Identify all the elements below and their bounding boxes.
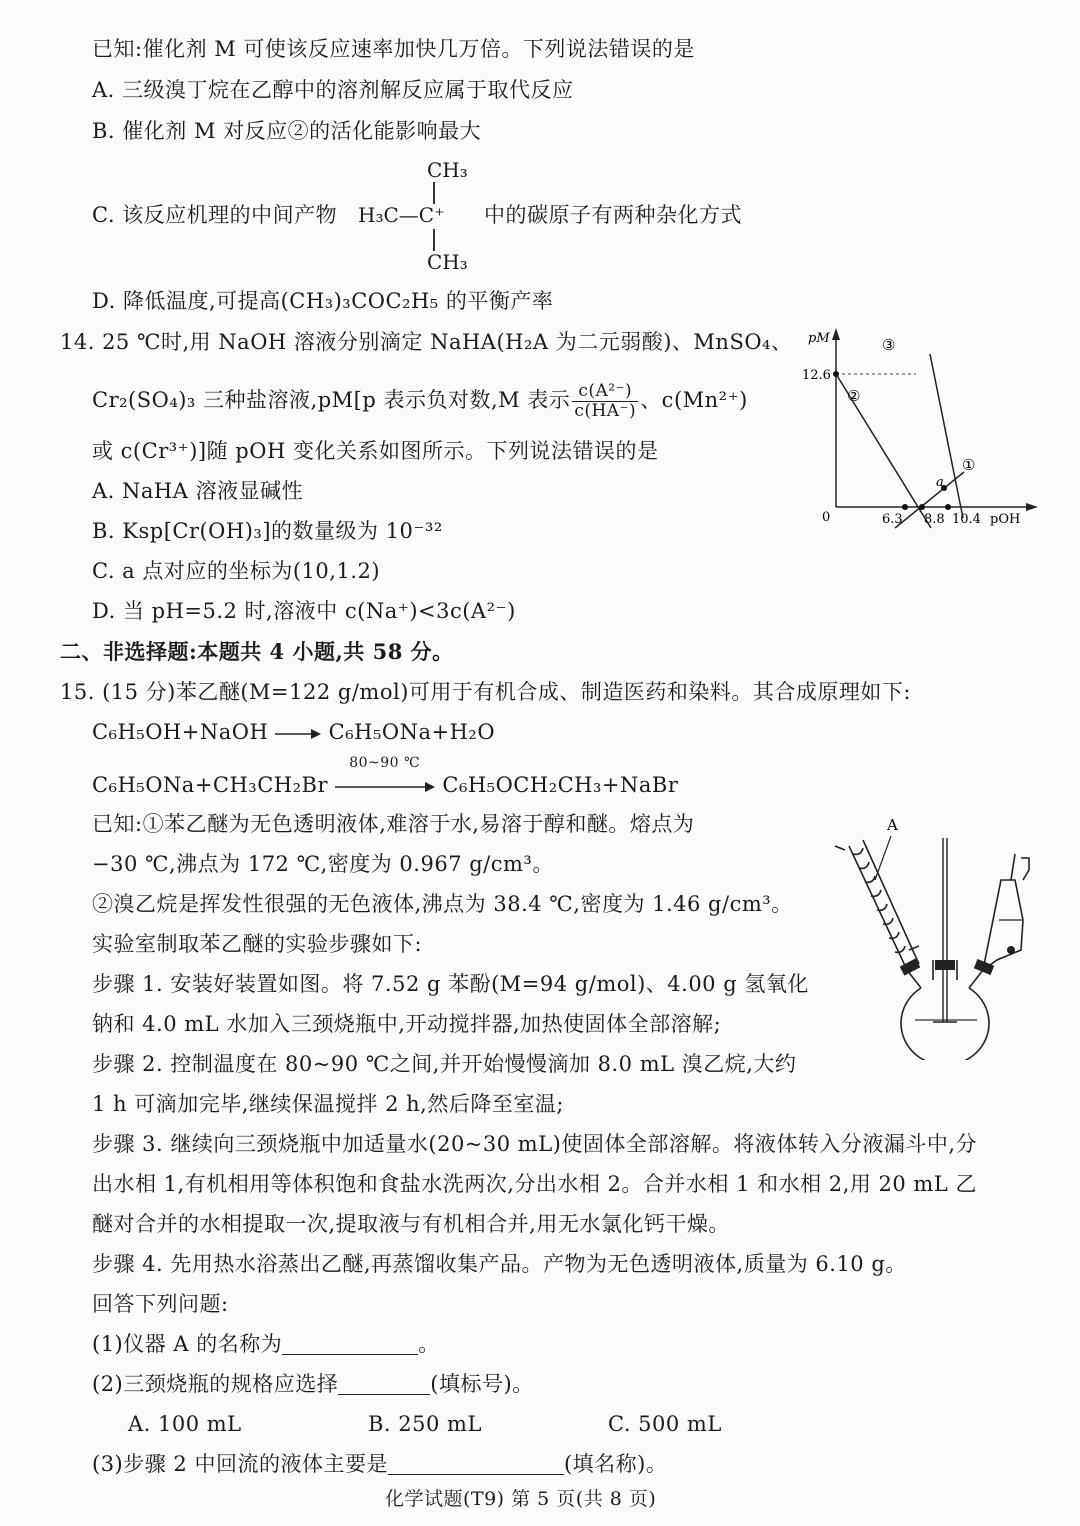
q15-sub1-end: 。 [418,1332,440,1356]
q15-sub2-end: (填标号)。 [430,1372,534,1396]
equation-1-left: C₆H₅OH+NaOH [92,720,269,744]
x-axis-arrow [1026,503,1038,511]
funnel-stem [1011,854,1015,880]
q14-stem-line1: 14. 25 ℃时,用 NaOH 溶液分别滴定 NaHA(H₂A 为二元弱酸)、MnSO₄、 [60,330,793,354]
label-curve-1: ① [962,456,976,474]
q15-sub3-end: (填名称)。 [563,1452,668,1476]
x-tick-6-3: 6.3 [882,512,903,527]
struct-bond-up [433,182,435,204]
q13-option-c-prefix: C. 该反应机理的中间产物 [92,203,338,227]
q14-line2-prefix: Cr₂(SO₄)₃ 三种盐溶液,pM[p 表示负对数,M 表示 [92,388,571,412]
y-tick-12-6: 12.6 [802,368,831,383]
q15-known-1b: −30 ℃,沸点为 172 ℃,密度为 0.967 g/cm³。 [92,852,554,876]
origin-label: 0 [822,510,831,525]
q15-step1-b: 钠和 4.0 mL 水加入三颈烧瓶中,开动搅拌器,加热使固体全部溶解; [92,1012,722,1036]
x-tick-8-8: 8.8 [924,512,945,527]
section-2-heading: 二、非选择题:本题共 4 小题,共 58 分。 [60,639,454,664]
q15-step2-b: 1 h 可滴加完毕,继续保温搅拌 2 h,然后降至室温; [92,1092,564,1116]
y-axis-label: pM [808,331,830,346]
line-3 [930,354,963,518]
q15-step3-a: 步骤 3. 继续向三颈烧瓶中加适量水(20~30 mL)使固体全部溶解。将液体转入分液漏斗中,分 [92,1132,978,1156]
point-0-12-6 [833,371,839,377]
q15-known-1a: 已知:①苯乙醚为无色透明液体,难溶于水,易溶于醇和醚。熔点为 [92,812,695,836]
fraction-denominator: c(HA⁻) [574,401,637,421]
q15-known-2: ②溴乙烷是挥发性很强的无色液体,沸点为 38.4 ℃,密度为 1.46 g/cm³。 [92,892,793,916]
right-neck [969,970,983,988]
page-footer: 化学试题(T9) 第 5 页(共 8 页) [385,1488,657,1510]
arrow-icon [335,780,435,794]
ratio-fraction [572,382,638,421]
funnel-stopcock [1007,946,1015,954]
q14-option-d: D. 当 pH=5.2 时,溶液中 c(Na⁺)<3c(A²⁻) [92,599,516,623]
condenser-coil [853,848,905,952]
q15-steps-intro: 实验室制取苯乙醚的实验步骤如下: [92,932,423,956]
point-6-3 [902,504,908,510]
q13-option-b: B. 催化剂 M 对反应②的活化能影响最大 [92,119,482,143]
x-tick-10-4: 10.4 [952,512,981,527]
apparatus-diagram [825,810,1040,1060]
label-curve-3: ③ [882,336,896,354]
q15-option-c: C. 500 mL [608,1412,722,1436]
fraction-numerator: c(A²⁻) [572,382,638,402]
condenser-inlet [835,846,845,850]
q14-option-c: C. a 点对应的坐标为(10,1.2) [92,559,381,583]
q13-option-a: A. 三级溴丁烷在乙醇中的溶剂解反应属于取代反应 [92,78,574,102]
label-point-a: a [936,475,944,490]
pressure-tube [1021,858,1029,880]
x-axis-label: pOH [990,512,1021,527]
label-curve-2: ② [847,387,861,405]
stopper-middle [935,960,955,970]
equation-1 [92,717,495,747]
q15-sub1 [92,1329,440,1359]
q15-step2-a: 步骤 2. 控制温度在 80~90 ℃之间,并开始慢慢滴加 8.0 mL 溴乙烷,大约 [92,1052,797,1076]
q15-option-a: A. 100 mL [128,1412,242,1436]
answer-blank-2[interactable] [338,1372,430,1395]
q14-option-b: B. Ksp[Cr(OH)₃]的数量级为 10⁻³² [92,519,443,543]
q15-sub3 [92,1449,667,1479]
q15-sub2-text: (2)三颈烧瓶的规格应选择 [92,1372,339,1396]
q14-line2-suffix: 、c(Mn²⁺) [640,388,748,412]
pm-poh-chart [800,320,1050,550]
q13-known: 已知:催化剂 M 可使该反应速率加快几万倍。下列说法错误的是 [92,37,695,61]
struct-bond-down [433,229,435,251]
point-10-4 [945,504,951,510]
q15-answer-intro: 回答下列问题: [92,1292,229,1316]
q14-stem-line2 [92,382,748,421]
q15-step3-c: 醚对合并的水相提取一次,提取液与有机相合并,用无水氯化钙干燥。 [92,1212,730,1236]
q15-sub3-text: (3)步骤 2 中回流的液体主要是 [92,1452,388,1476]
answer-blank-3[interactable] [388,1452,564,1475]
q15-step3-b: 出水相 1,有机相用等体积饱和食盐水洗两次,分出水相 2。合并水相 1 和水相 2,用 20 mL 乙 [92,1172,977,1196]
q13-option-d: D. 降低温度,可提高(CH₃)₃COC₂H₅ 的平衡产率 [92,289,554,313]
struct-top-ch3: CH₃ [427,158,468,182]
condenser-body [849,840,919,970]
q15-option-b: B. 250 mL [368,1412,482,1436]
equation-2 [92,754,679,800]
q15-intro: 15. (15 分)苯乙醚(M=122 g/mol)可用于有机合成、制造医药和染料。其合成原理如下: [60,680,911,704]
struct-center: H₃C—C⁺ [358,203,445,227]
q14-option-a: A. NaHA 溶液显碱性 [92,479,304,503]
equation-2-left: C₆H₅ONa+CH₃CH₂Br [92,773,328,797]
equation-2-right: C₆H₅OCH₂CH₃+NaBr [442,773,679,797]
dropping-funnel [983,880,1023,970]
y-axis-arrow [832,328,840,340]
equation-1-right: C₆H₅ONa+H₂O [328,720,496,744]
q15-sub1-text: (1)仪器 A 的名称为 [92,1332,283,1356]
q15-sub2 [92,1369,534,1399]
reaction-arrow-1 [275,727,321,741]
flask-body [901,988,989,1060]
struct-bottom-ch3: CH₃ [427,250,468,274]
point-8-8 [919,504,925,510]
reaction-condition: 80~90 ℃ [349,754,421,771]
q15-step1-a: 步骤 1. 安装好装置如图。将 7.52 g 苯酚(M=94 g/mol)、4.00 g 氢氧化 [92,972,809,996]
apparatus-label-a: A [887,816,898,834]
q13-option-c-suffix: 中的碳原子有两种杂化方式 [484,203,742,227]
reaction-arrow-2 [335,754,435,797]
q15-step4: 步骤 4. 先用热水浴蒸出乙醚,再蒸馏收集产品。产物为无色透明液体,质量为 6.10 g。 [92,1252,907,1276]
q14-stem-line3: 或 c(Cr³⁺)]随 pOH 变化关系如图所示。下列说法错误的是 [92,439,659,463]
answer-blank-1[interactable] [282,1332,418,1355]
